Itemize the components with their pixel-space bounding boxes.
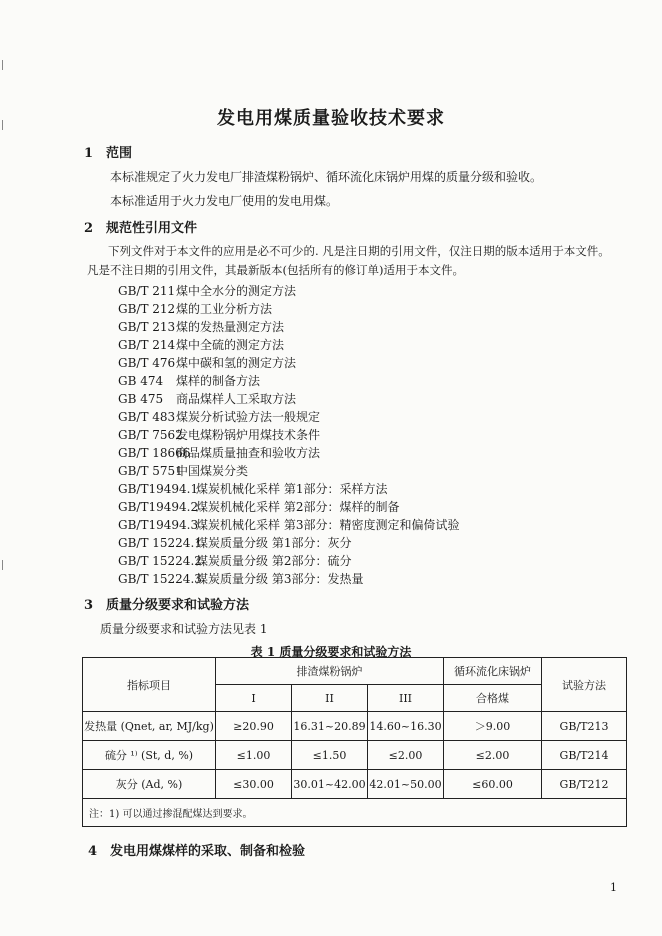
cell-grade-3: 14.60~16.30	[368, 712, 444, 741]
reference-item	[118, 552, 351, 569]
reference-item	[118, 426, 320, 443]
header-cfb: 循环流化床锅炉	[444, 658, 542, 685]
reference-title: 商品煤质量抽查和验收方法	[176, 446, 321, 460]
header-indicator: 指标项目	[83, 658, 216, 712]
table-row	[83, 770, 627, 799]
cell-grade-2: ≤1.50	[292, 741, 368, 770]
reference-title: 煤炭机械化采样 第3部分：精密度测定和偏倚试验	[196, 518, 460, 532]
reference-title: 煤的工业分析方法	[176, 302, 273, 316]
reference-title: 煤中全水分的测定方法	[176, 284, 297, 298]
reference-title: 煤炭质量分级 第1部分：灰分	[196, 536, 352, 550]
scan-edge-mark	[2, 560, 3, 570]
section-number: 4	[88, 844, 98, 859]
cell-cfb: ≤2.00	[444, 741, 542, 770]
row-item: 硫分 ¹⁾ (St, d, %)	[83, 741, 216, 770]
section-title: 发电用煤煤样的采取、制备和检验	[110, 844, 306, 859]
reference-code: GB/T 483	[118, 410, 176, 424]
cell-method: GB/T212	[542, 770, 627, 799]
reference-code: GB/T 213	[118, 320, 176, 334]
section-title: 范围	[106, 146, 133, 161]
reference-code: GB/T 211	[118, 284, 176, 298]
cell-grade-3: 42.01~50.00	[368, 770, 444, 799]
header-grade-3: III	[368, 685, 444, 712]
reference-item	[118, 372, 260, 389]
reference-title: 煤中碳和氢的测定方法	[176, 356, 297, 370]
reference-code: GB 475	[118, 392, 164, 406]
reference-title: 煤中全硫的测定方法	[176, 338, 285, 352]
table-row	[83, 741, 627, 770]
header-grade-1: I	[216, 685, 292, 712]
reference-item	[118, 390, 296, 407]
reference-title: 中国煤炭分类	[176, 464, 249, 478]
reference-title: 煤样的制备方法	[176, 374, 261, 388]
section-heading-1	[84, 142, 132, 161]
header-qualified: 合格煤	[444, 685, 542, 712]
normative-intro: 下列文件对于本文件的应用是必不可少的. 凡是注日期的引用文件，仅注日期的版本适用于本文件。	[108, 244, 610, 258]
section-heading-3	[84, 594, 249, 613]
cell-grade-1: ≥20.90	[216, 712, 292, 741]
section-heading-2	[84, 217, 197, 236]
section-title: 质量分级要求和试验方法	[106, 598, 250, 613]
reference-title: 商品煤样人工采取方法	[176, 392, 297, 406]
table-note: 注：1) 可以通过掺混配煤达到要求。	[83, 799, 627, 827]
header-grade-2: II	[292, 685, 368, 712]
section-heading-4	[88, 840, 305, 859]
cell-grade-1: ≤30.00	[216, 770, 292, 799]
scan-edge-mark	[2, 60, 3, 70]
reference-code: GB 474	[118, 374, 164, 388]
reference-code: GB/T 212	[118, 302, 176, 316]
reference-code: GB/T 214	[118, 338, 176, 352]
quality-intro: 质量分级要求和试验方法见表 1	[100, 622, 268, 636]
document-title: 发电用煤质量验收技术要求	[217, 108, 445, 129]
reference-code: GB/T19494.1	[118, 482, 199, 496]
header-pulverized: 排渣煤粉锅炉	[216, 658, 444, 685]
reference-item	[118, 462, 248, 479]
reference-code: GB/T 15224.3	[118, 572, 202, 586]
cell-grade-2: 16.31~20.89	[292, 712, 368, 741]
reference-code: GB/T 18666	[118, 446, 191, 460]
page-number: 1	[610, 881, 617, 894]
cell-grade-3: ≤2.00	[368, 741, 444, 770]
quality-table	[82, 657, 627, 827]
reference-code: GB/T 15224.2	[118, 554, 202, 568]
reference-code: GB/T 7562	[118, 428, 183, 442]
section-number: 1	[84, 146, 94, 161]
reference-item	[118, 408, 320, 425]
table-caption: 表 1 质量分级要求和试验方法	[250, 645, 412, 659]
reference-item	[118, 534, 351, 551]
cell-method: GB/T214	[542, 741, 627, 770]
cell-method: GB/T213	[542, 712, 627, 741]
reference-title: 煤炭机械化采样 第1部分：采样方法	[196, 482, 388, 496]
reference-item	[118, 318, 284, 335]
reference-code: GB/T 15224.1	[118, 536, 202, 550]
section-number: 2	[84, 221, 94, 236]
cell-grade-1: ≤1.00	[216, 741, 292, 770]
reference-item	[118, 516, 459, 533]
reference-title: 煤炭分析试验方法一般规定	[176, 410, 321, 424]
row-item: 发热量 (Qnet, ar, MJ/kg)	[83, 712, 216, 741]
cell-grade-2: 30.01~42.00	[292, 770, 368, 799]
cell-cfb: ＞9.00	[444, 712, 542, 741]
header-method: 试验方法	[542, 658, 627, 712]
reference-item	[118, 282, 296, 299]
section-number: 3	[84, 598, 94, 613]
reference-code: GB/T 476	[118, 356, 176, 370]
section-title: 规范性引用文件	[106, 221, 198, 236]
scope-paragraph: 本标准适用于火力发电厂使用的发电用煤。	[110, 194, 339, 208]
normative-intro: 凡是不注日期的引用文件，其最新版本(包括所有的修订单)适用于本文件。	[87, 263, 464, 277]
reference-item	[118, 354, 296, 371]
reference-title: 煤炭机械化采样 第2部分：煤样的制备	[196, 500, 400, 514]
reference-item	[118, 300, 272, 317]
reference-title: 煤炭质量分级 第2部分：硫分	[196, 554, 352, 568]
reference-code: GB/T19494.3	[118, 518, 199, 532]
reference-title: 煤的发热量测定方法	[176, 320, 285, 334]
table-row	[83, 712, 627, 741]
reference-item	[118, 480, 387, 497]
cell-cfb: ≤60.00	[444, 770, 542, 799]
reference-item	[118, 570, 363, 587]
scope-paragraph: 本标准规定了火力发电厂排渣煤粉锅炉、循环流化床锅炉用煤的质量分级和验收。	[110, 170, 543, 184]
reference-item	[118, 336, 284, 353]
reference-title: 煤炭质量分级 第3部分：发热量	[196, 572, 364, 586]
reference-item	[118, 444, 320, 461]
row-item: 灰分 (Ad, %)	[83, 770, 216, 799]
reference-item	[118, 498, 399, 515]
reference-title: 发电煤粉锅炉用煤技术条件	[176, 428, 321, 442]
reference-code: GB/T 5751	[118, 464, 183, 478]
reference-code: GB/T19494.2	[118, 500, 199, 514]
